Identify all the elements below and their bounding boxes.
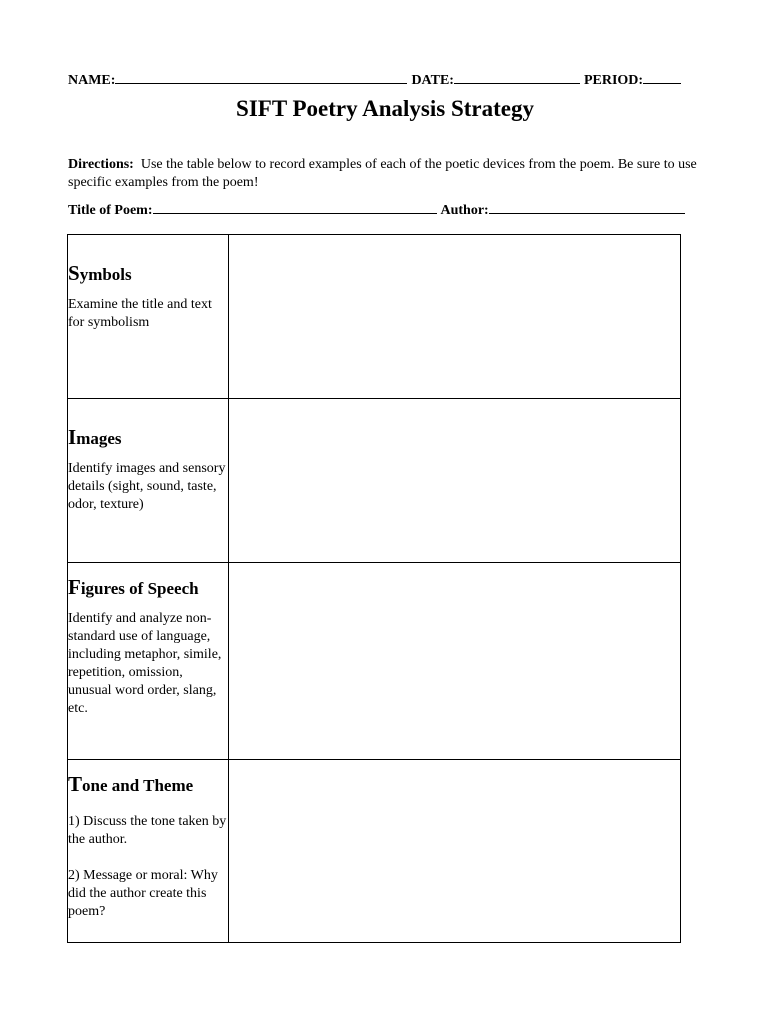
tone-theme-label-cell — [68, 760, 229, 943]
name-blank[interactable] — [115, 70, 407, 84]
images-label-cell — [68, 399, 229, 563]
figures-heading: Figures of Speech — [68, 575, 199, 599]
tone-theme-description: 1) Discuss the tone taken by the author. 2) Message or moral: Why did the author create this poem? — [68, 814, 227, 919]
tone-theme-answer-cell[interactable] — [229, 760, 681, 943]
date-blank[interactable] — [454, 70, 580, 84]
table-row — [68, 760, 681, 943]
symbols-heading: Symbols — [68, 261, 132, 285]
author-blank[interactable] — [489, 200, 685, 214]
poem-info-line — [68, 200, 699, 219]
symbols-label-cell — [68, 235, 229, 399]
figures-label-cell — [68, 563, 229, 760]
table-row — [68, 235, 681, 399]
sift-table — [67, 234, 681, 943]
directions — [68, 156, 698, 192]
table-row — [68, 399, 681, 563]
date-label: DATE: — [411, 73, 454, 88]
figures-answer-cell[interactable] — [229, 563, 681, 760]
images-description: Identify images and sensory details (sight, sound, taste, odor, texture) — [68, 461, 226, 512]
table-row — [68, 563, 681, 760]
tone-theme-heading: Tone and Theme — [68, 772, 194, 796]
poem-title-blank[interactable] — [153, 200, 437, 214]
directions-text: Use the table below to record examples of each of the poetic devices from the poem. Be sure to use specific examples from the poem! — [68, 157, 697, 190]
figures-description: Identify and analyze non-standard use of language, including metaphor, simile, repetition, omission, unusual word order, slang, etc. — [68, 611, 222, 716]
page-title: SIFT Poetry Analysis Strategy — [236, 96, 534, 121]
directions-label: Directions: — [68, 157, 134, 172]
period-label: PERIOD: — [583, 73, 644, 88]
name-label: NAME: — [68, 73, 116, 88]
images-answer-cell[interactable] — [229, 399, 681, 563]
student-info-line — [68, 70, 699, 89]
period-blank[interactable] — [643, 70, 681, 84]
images-heading: Images — [68, 425, 122, 449]
author-label: Author: — [440, 203, 489, 218]
symbols-answer-cell[interactable] — [229, 235, 681, 399]
poem-title-label: Title of Poem: — [68, 203, 153, 218]
symbols-description: Examine the title and text for symbolism — [68, 297, 212, 330]
